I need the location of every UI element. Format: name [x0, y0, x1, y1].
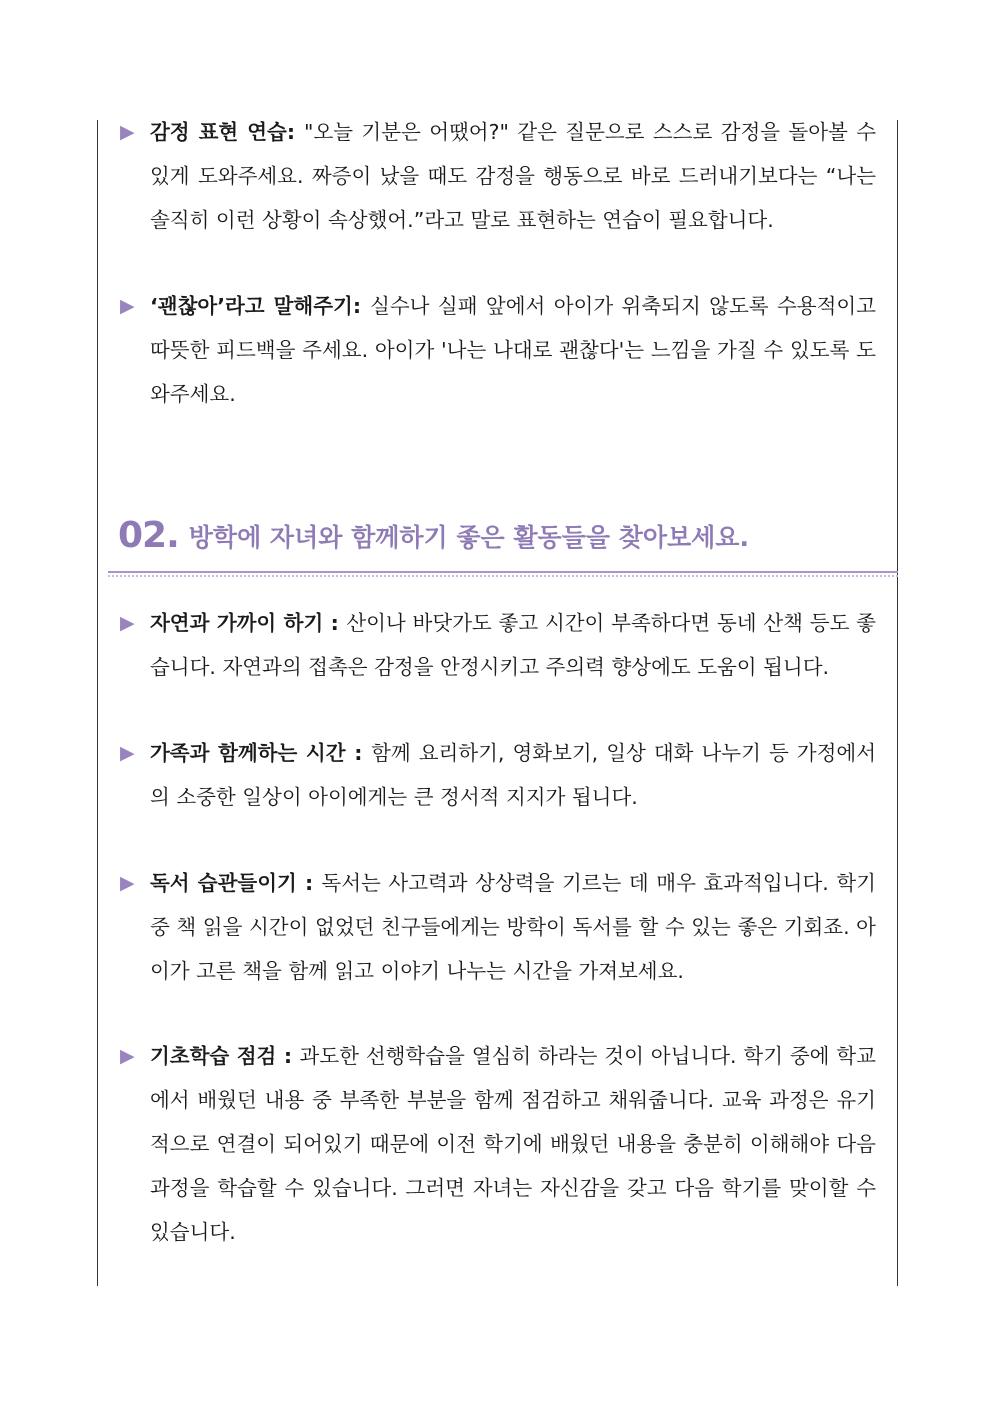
item-text: "오늘 기분은 어땠어?" 같은 질문으로 스스로 감정을 돌아볼 수 있게 도와주세요. 짜증이 났을 때도 감정을 행동으로 바로 드러내기보다는 “나는 솔직히 이런 상황이 속상했어.”라고 말로 표현하는 연습이 필요합니다.: [150, 120, 877, 232]
right-border-line: [897, 120, 898, 1286]
item-term: 가족과 함께하는 시간: [150, 741, 346, 765]
item-text: 과도한 선행학습을 열심히 하라는 것이 아닙니다. 학기 중에 학교에서 배웠던 내용 중 부족한 부분을 함께 점검하고 채워줍니다. 교육 과정은 유기적으로 연결이 되어있기 때문에 이전 학기에 배웠던 내용을 충분히 이해해야 다음 과정을 학습할 수 있습니다. 그러면 자녀는 자신감을 갖고 다음 학기를 맞이할 수 있습니다.: [150, 1044, 876, 1244]
item-term: 독서 습관들이기: [150, 871, 297, 895]
item-term: 자연과 가까이 하기: [150, 611, 324, 635]
left-border-line: [97, 120, 98, 1286]
bullet-triangle-icon: ▶: [120, 1045, 135, 1067]
item-term: ‘괜찮아’라고 말해주기: [150, 294, 353, 318]
bullet-triangle-icon: ▶: [120, 742, 135, 764]
list-item-emotion-expression: ▶ 감정 표현 연습: "오늘 기분은 어땠어?" 같은 질문으로 스스로 감정을 돌아볼 수 있게 도와주세요. 짜증이 났을 때도 감정을 행동으로 바로 드러내기보다는 “나는 솔직히 이런 상황이 속상했어.”라고 말로 표현하는 연습이 필요합니다.: [120, 110, 876, 242]
section-heading: [118, 515, 878, 571]
bullet-triangle-icon: ▶: [120, 612, 135, 634]
bullet-triangle-icon: ▶: [120, 872, 135, 894]
bullet-triangle-icon: ▶: [120, 295, 135, 317]
list-item-family-time: ▶ 가족과 함께하는 시간 : 함께 요리하기, 영화보기, 일상 대화 나누기 등 가정에서의 소중한 일상이 아이에게는 큰 정서적 지지가 됩니다.: [120, 731, 876, 819]
bullet-triangle-icon: ▶: [120, 121, 135, 143]
list-item-its-okay: ▶ ‘괜찮아’라고 말해주기: 실수나 실패 앞에서 아이가 위축되지 않도록 수용적이고 따뜻한 피드백을 주세요. 아이가 '나는 나대로 괜찮다'는 느낌을 가질 수 있도록 도와주세요.: [120, 284, 876, 416]
item-text: 독서는 사고력과 상상력을 기르는 데 매우 효과적입니다. 학기 중 책 읽을 시간이 없었던 친구들에게는 방학이 독서를 할 수 있는 좋은 기회죠. 아이가 고른 책을 함께 읽고 이야기 나누는 시간을 가져보세요.: [150, 871, 876, 983]
item-term: 기초학습 점검: [150, 1044, 277, 1068]
section-title: 방학에 자녀와 함께하기 좋은 활동들을 찾아보세요.: [188, 522, 749, 552]
list-item-reading-habit: ▶ 독서 습관들이기 : 독서는 사고력과 상상력을 기르는 데 매우 효과적입니다. 학기 중 책 읽을 시간이 없었던 친구들에게는 방학이 독서를 할 수 있는 좋은 기회죠. 아이가 고른 책을 함께 읽고 이야기 나누는 시간을 가져보세요.: [120, 861, 876, 993]
item-text: 산이나 바닷가도 좋고 시간이 부족하다면 동네 산책 등도 좋습니다. 자연과의 접촉은 감정을 안정시키고 주의력 향상에도 도움이 됩니다.: [150, 611, 876, 679]
section-number: 02.: [118, 515, 179, 556]
section-underline-dotted: [108, 575, 898, 577]
list-item-basic-learning: ▶ 기초학습 점검 : 과도한 선행학습을 열심히 하라는 것이 아닙니다. 학기 중에 학교에서 배웠던 내용 중 부족한 부분을 함께 점검하고 채워줍니다. 교육 과정은 유기적으로 연결이 되어있기 때문에 이전 학기에 배웠던 내용을 충분히 이해해야 다음 과정을 학습할 수 있습니다. 그러면 자녀는 자신감을 갖고 다음 학기를 맞이할 수 있습니다.: [120, 1034, 876, 1254]
item-term: 감정 표현 연습: [150, 120, 287, 144]
section-underline: [108, 571, 898, 573]
item-text: 함께 요리하기, 영화보기, 일상 대화 나누기 등 가정에서의 소중한 일상이 아이에게는 큰 정서적 지지가 됩니다.: [150, 741, 876, 809]
list-item-nature: ▶ 자연과 가까이 하기 : 산이나 바닷가도 좋고 시간이 부족하다면 동네 산책 등도 좋습니다. 자연과의 접촉은 감정을 안정시키고 주의력 향상에도 도움이 됩니다.: [120, 601, 876, 689]
item-text: 실수나 실패 앞에서 아이가 위축되지 않도록 수용적이고 따뜻한 피드백을 주세요. 아이가 '나는 나대로 괜찮다'는 느낌을 가질 수 있도록 도와주세요.: [150, 294, 876, 406]
